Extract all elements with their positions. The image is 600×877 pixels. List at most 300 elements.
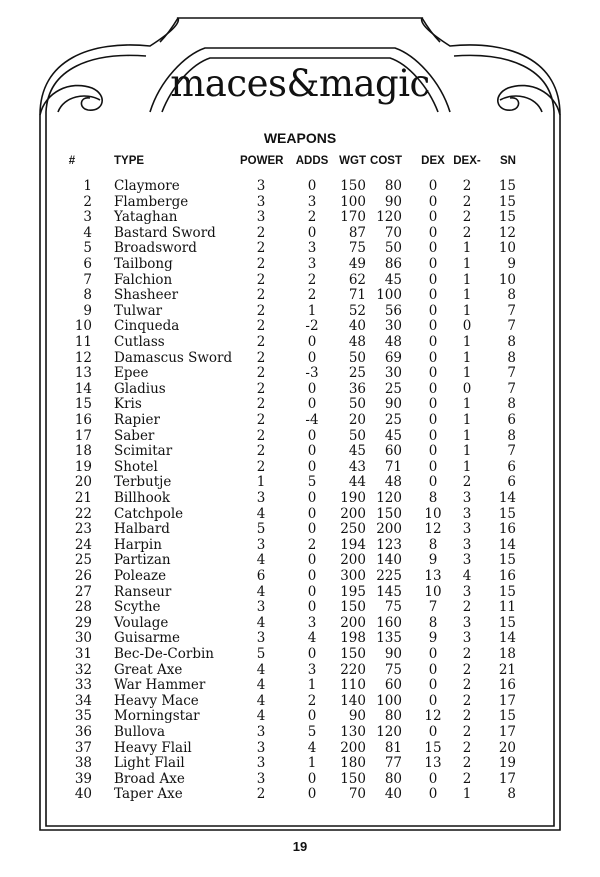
weapon-type-cell: Voulage	[114, 614, 169, 631]
dex-cell: 0	[428, 427, 438, 444]
cost-cell: 30	[384, 365, 402, 382]
table-row	[0, 256, 600, 272]
dex-cell: 0	[428, 224, 438, 241]
cost-cell: 71	[384, 458, 402, 475]
row-num-cell: 39	[74, 770, 92, 787]
dex-minus-cell: 2	[462, 708, 472, 725]
adds-cell: 0	[307, 349, 317, 366]
dex-minus-cell: 3	[462, 552, 472, 569]
adds-cell: 5	[307, 474, 317, 491]
row-num-cell: 11	[74, 334, 92, 350]
power-cell: 2	[256, 256, 266, 272]
row-num-cell: 9	[83, 302, 92, 319]
cost-cell: 80	[384, 178, 402, 194]
weapon-type-cell: Harpin	[114, 536, 162, 553]
adds-cell: 2	[307, 536, 317, 553]
cost-cell: 100	[376, 287, 402, 304]
sn-cell: 6	[507, 412, 516, 428]
weight-cell: 36	[348, 380, 366, 397]
cost-cell: 25	[384, 412, 402, 428]
dex-cell: 10	[424, 505, 442, 522]
power-cell: 3	[256, 755, 266, 772]
power-cell: 2	[256, 318, 266, 335]
dex-minus-cell: 2	[462, 755, 472, 772]
row-num-cell: 37	[74, 739, 92, 756]
cost-cell: 200	[376, 521, 402, 538]
cost-cell: 90	[384, 193, 402, 210]
table-row	[0, 490, 600, 506]
dex-minus-cell: 1	[462, 302, 472, 319]
adds-cell: 2	[307, 692, 317, 709]
weight-cell: 62	[348, 271, 366, 288]
power-cell: 4	[256, 583, 266, 600]
row-num-cell: 40	[74, 786, 92, 803]
dex-minus-cell: 3	[462, 630, 472, 647]
weight-cell: 45	[348, 443, 366, 460]
cost-cell: 90	[384, 396, 402, 413]
table-row	[0, 646, 600, 662]
adds-cell: 5	[307, 724, 317, 740]
dex-minus-cell: 3	[462, 521, 472, 538]
sn-cell: 16	[498, 677, 516, 694]
adds-cell: 1	[307, 755, 317, 772]
table-row	[0, 194, 600, 210]
adds-cell: 0	[307, 490, 317, 506]
row-num-cell: 24	[74, 536, 92, 553]
weapon-type-cell: Bullova	[114, 724, 166, 740]
dex-cell: 0	[428, 302, 438, 319]
section-title: WEAPONS	[263, 130, 337, 146]
weight-cell: 90	[348, 708, 366, 725]
sn-cell: 9	[507, 256, 516, 272]
weight-cell: 150	[340, 178, 366, 194]
dex-minus-cell: 2	[462, 739, 472, 756]
sn-cell: 8	[507, 396, 516, 413]
adds-cell: -2	[305, 318, 319, 335]
sn-cell: 15	[498, 505, 516, 522]
weapon-type-cell: Great Axe	[114, 661, 183, 678]
dex-minus-cell: 2	[462, 646, 472, 662]
weight-cell: 200	[340, 739, 366, 756]
cost-cell: 140	[376, 552, 402, 569]
row-num-cell: 2	[83, 193, 92, 210]
weight-cell: 150	[340, 770, 366, 787]
dex-minus-cell: 2	[462, 178, 472, 194]
adds-cell: 3	[307, 661, 317, 678]
table-row	[0, 506, 600, 522]
col-header-sn: SN	[500, 155, 516, 167]
weapon-type-cell: Bastard Sword	[114, 224, 216, 241]
weapon-type-cell: Scythe	[114, 599, 161, 616]
power-cell: 2	[256, 271, 266, 288]
table-row	[0, 615, 600, 631]
weight-cell: 195	[340, 583, 366, 600]
power-cell: 2	[256, 380, 266, 397]
sn-cell: 17	[498, 692, 516, 709]
dex-cell: 0	[428, 474, 438, 491]
dex-cell: 9	[428, 630, 438, 647]
table-row	[0, 334, 600, 350]
adds-cell: 1	[307, 677, 317, 694]
dex-cell: 0	[428, 209, 438, 226]
row-num-cell: 20	[74, 474, 92, 491]
sn-cell: 8	[507, 349, 516, 366]
dex-cell: 8	[428, 490, 438, 506]
row-num-cell: 31	[74, 646, 92, 662]
power-cell: 2	[256, 786, 266, 803]
cost-cell: 30	[384, 318, 402, 335]
adds-cell: 4	[307, 739, 317, 756]
dex-minus-cell: 0	[462, 380, 472, 397]
dex-minus-cell: 1	[462, 334, 472, 350]
dex-minus-cell: 2	[462, 474, 472, 491]
weapon-type-cell: Heavy Mace	[114, 692, 199, 709]
table-row	[0, 552, 600, 568]
sn-cell: 8	[507, 427, 516, 444]
weight-cell: 100	[340, 193, 366, 210]
cost-cell: 120	[376, 724, 402, 740]
row-num-cell: 27	[74, 583, 92, 600]
weight-cell: 250	[340, 521, 366, 538]
weapon-type-cell: Claymore	[114, 178, 180, 194]
dex-minus-cell: 1	[462, 349, 472, 366]
adds-cell: 0	[307, 224, 317, 241]
cost-cell: 75	[384, 599, 402, 616]
power-cell: 2	[256, 396, 266, 413]
cost-cell: 48	[384, 334, 402, 350]
sn-cell: 18	[498, 646, 516, 662]
weight-cell: 180	[340, 755, 366, 772]
table-row	[0, 225, 600, 241]
sn-cell: 20	[498, 739, 516, 756]
power-cell: 5	[256, 521, 266, 538]
dex-minus-cell: 1	[462, 458, 472, 475]
weapon-type-cell: Poleaze	[114, 568, 167, 584]
weapon-type-cell: Tailbong	[114, 256, 173, 272]
table-row	[0, 724, 600, 740]
cost-cell: 100	[376, 692, 402, 709]
col-header-dex-minus: DEX-	[453, 155, 481, 167]
weight-cell: 70	[348, 786, 366, 803]
adds-cell: 0	[307, 178, 317, 194]
table-row	[0, 771, 600, 787]
table-row	[0, 662, 600, 678]
cost-cell: 120	[376, 490, 402, 506]
dex-cell: 0	[428, 193, 438, 210]
weight-cell: 200	[340, 614, 366, 631]
dex-cell: 8	[428, 614, 438, 631]
power-cell: 2	[256, 240, 266, 257]
power-cell: 3	[256, 724, 266, 740]
table-row	[0, 303, 600, 319]
cost-cell: 77	[384, 755, 402, 772]
row-num-cell: 6	[83, 256, 92, 272]
weight-cell: 48	[348, 334, 366, 350]
weapon-type-cell: Broad Axe	[114, 770, 185, 787]
sn-cell: 10	[498, 271, 516, 288]
weapon-type-cell: Heavy Flail	[114, 739, 192, 756]
sn-cell: 8	[507, 287, 516, 304]
weapon-type-cell: Broadsword	[114, 240, 197, 257]
table-row	[0, 755, 600, 771]
adds-cell: 0	[307, 521, 317, 538]
power-cell: 3	[256, 739, 266, 756]
sn-cell: 14	[498, 630, 516, 647]
dex-minus-cell: 2	[462, 677, 472, 694]
dex-minus-cell: 3	[462, 505, 472, 522]
sn-cell: 17	[498, 724, 516, 740]
col-header-cost: COST	[370, 155, 402, 167]
row-num-cell: 14	[74, 380, 92, 397]
dex-minus-cell: 1	[462, 396, 472, 413]
adds-cell: 2	[307, 209, 317, 226]
col-header-dex: DEX	[421, 155, 445, 167]
dex-cell: 9	[428, 552, 438, 569]
row-num-cell: 15	[74, 396, 92, 413]
row-num-cell: 30	[74, 630, 92, 647]
weapon-type-cell: Taper Axe	[114, 786, 183, 803]
dex-minus-cell: 0	[462, 318, 472, 335]
cost-cell: 90	[384, 646, 402, 662]
dex-minus-cell: 2	[462, 599, 472, 616]
cost-cell: 80	[384, 770, 402, 787]
dex-minus-cell: 3	[462, 583, 472, 600]
cost-cell: 45	[384, 271, 402, 288]
power-cell: 5	[256, 646, 266, 662]
weapon-type-cell: Guisarme	[114, 630, 181, 647]
adds-cell: 0	[307, 708, 317, 725]
cost-cell: 86	[384, 256, 402, 272]
row-num-cell: 32	[74, 661, 92, 678]
weapon-type-cell: Kris	[114, 396, 142, 413]
sn-cell: 19	[498, 755, 516, 772]
sn-cell: 7	[507, 380, 516, 397]
table-row	[0, 740, 600, 756]
weapon-type-cell: Morningstar	[114, 708, 200, 725]
weight-cell: 200	[340, 552, 366, 569]
table-row	[0, 630, 600, 646]
weight-cell: 87	[348, 224, 366, 241]
cost-cell: 45	[384, 427, 402, 444]
row-num-cell: 36	[74, 724, 92, 740]
sn-cell: 15	[498, 178, 516, 194]
adds-cell: 3	[307, 614, 317, 631]
book-logo: maces&magic	[170, 62, 430, 105]
cost-cell: 145	[376, 583, 402, 600]
sn-cell: 7	[507, 302, 516, 319]
cost-cell: 48	[384, 474, 402, 491]
dex-cell: 12	[424, 521, 442, 538]
dex-cell: 0	[428, 240, 438, 257]
power-cell: 2	[256, 443, 266, 460]
power-cell: 6	[256, 568, 266, 584]
dex-cell: 0	[428, 396, 438, 413]
row-num-cell: 21	[74, 490, 92, 506]
power-cell: 4	[256, 708, 266, 725]
table-row	[0, 537, 600, 553]
table-row	[0, 272, 600, 288]
sn-cell: 7	[507, 443, 516, 460]
adds-cell: -4	[305, 412, 319, 428]
dex-cell: 0	[428, 412, 438, 428]
dex-minus-cell: 1	[462, 443, 472, 460]
power-cell: 2	[256, 412, 266, 428]
page-number: 19	[292, 839, 308, 854]
power-cell: 4	[256, 552, 266, 569]
power-cell: 2	[256, 287, 266, 304]
adds-cell: 0	[307, 396, 317, 413]
sn-cell: 14	[498, 490, 516, 506]
power-cell: 3	[256, 599, 266, 616]
weight-cell: 194	[340, 536, 366, 553]
sn-cell: 12	[498, 224, 516, 241]
power-cell: 2	[256, 224, 266, 241]
adds-cell: 3	[307, 193, 317, 210]
dex-minus-cell: 2	[462, 224, 472, 241]
cost-cell: 135	[376, 630, 402, 647]
sn-cell: 15	[498, 552, 516, 569]
dex-cell: 0	[428, 365, 438, 382]
cost-cell: 60	[384, 443, 402, 460]
adds-cell: 0	[307, 599, 317, 616]
row-num-cell: 17	[74, 427, 92, 444]
cost-cell: 56	[384, 302, 402, 319]
table-row	[0, 474, 600, 490]
weight-cell: 50	[348, 396, 366, 413]
dex-minus-cell: 1	[462, 271, 472, 288]
weight-cell: 300	[340, 568, 366, 584]
dex-cell: 0	[428, 318, 438, 335]
table-row	[0, 599, 600, 615]
dex-cell: 0	[428, 786, 438, 803]
dex-cell: 8	[428, 536, 438, 553]
weapon-type-cell: Shasheer	[114, 287, 179, 304]
weapon-type-cell: Flamberge	[114, 193, 189, 210]
sn-cell: 15	[498, 583, 516, 600]
power-cell: 4	[256, 505, 266, 522]
row-num-cell: 25	[74, 552, 92, 569]
weapon-type-cell: Gladius	[114, 380, 166, 397]
col-header-adds: ADDS	[295, 155, 329, 167]
row-num-cell: 26	[74, 568, 92, 584]
dex-minus-cell: 1	[462, 427, 472, 444]
adds-cell: 4	[307, 630, 317, 647]
dex-minus-cell: 3	[462, 536, 472, 553]
weapon-type-cell: Partizan	[114, 552, 171, 569]
adds-cell: 0	[307, 646, 317, 662]
weapon-type-cell: War Hammer	[114, 677, 206, 694]
row-num-cell: 23	[74, 521, 92, 538]
dex-cell: 0	[428, 724, 438, 740]
weight-cell: 190	[340, 490, 366, 506]
cost-cell: 81	[384, 739, 402, 756]
row-num-cell: 35	[74, 708, 92, 725]
weapon-type-cell: Billhook	[114, 490, 171, 506]
sn-cell: 6	[507, 458, 516, 475]
sn-cell: 15	[498, 708, 516, 725]
dex-cell: 0	[428, 646, 438, 662]
weapon-type-cell: Epee	[114, 365, 149, 382]
sn-cell: 15	[498, 209, 516, 226]
power-cell: 3	[256, 490, 266, 506]
power-cell: 3	[256, 630, 266, 647]
sn-cell: 21	[498, 661, 516, 678]
table-row	[0, 428, 600, 444]
weight-cell: 198	[340, 630, 366, 647]
dex-cell: 0	[428, 287, 438, 304]
row-num-cell: 22	[74, 505, 92, 522]
power-cell: 3	[256, 209, 266, 226]
dex-cell: 0	[428, 349, 438, 366]
power-cell: 4	[256, 614, 266, 631]
row-num-cell: 13	[74, 365, 92, 382]
adds-cell: 0	[307, 427, 317, 444]
sn-cell: 15	[498, 193, 516, 210]
row-num-cell: 12	[74, 349, 92, 366]
adds-cell: 1	[307, 302, 317, 319]
table-row	[0, 412, 600, 428]
dex-minus-cell: 1	[462, 240, 472, 257]
sn-cell: 14	[498, 536, 516, 553]
col-header-wgt: WGT	[339, 155, 366, 167]
cost-cell: 40	[384, 786, 402, 803]
adds-cell: -3	[305, 365, 319, 382]
row-num-cell: 38	[74, 755, 92, 772]
power-cell: 3	[256, 770, 266, 787]
adds-cell: 0	[307, 770, 317, 787]
power-cell: 3	[256, 193, 266, 210]
cost-cell: 123	[376, 536, 402, 553]
dex-minus-cell: 1	[462, 365, 472, 382]
adds-cell: 0	[307, 443, 317, 460]
dex-minus-cell: 1	[462, 412, 472, 428]
dex-cell: 0	[428, 677, 438, 694]
weight-cell: 44	[348, 474, 366, 491]
row-num-cell: 7	[83, 271, 92, 288]
dex-minus-cell: 4	[462, 568, 472, 584]
row-num-cell: 3	[83, 209, 92, 226]
weapon-type-cell: Damascus Sword	[114, 349, 233, 366]
weight-cell: 52	[348, 302, 366, 319]
table-row	[0, 521, 600, 537]
dex-cell: 10	[424, 583, 442, 600]
cost-cell: 120	[376, 209, 402, 226]
weight-cell: 200	[340, 505, 366, 522]
row-num-cell: 18	[74, 443, 92, 460]
table-row	[0, 677, 600, 693]
power-cell: 2	[256, 349, 266, 366]
adds-cell: 3	[307, 240, 317, 257]
weight-cell: 49	[348, 256, 366, 272]
power-cell: 4	[256, 677, 266, 694]
power-cell: 3	[256, 178, 266, 194]
weapon-type-cell: Cutlass	[114, 334, 165, 350]
dex-minus-cell: 2	[462, 692, 472, 709]
sn-cell: 10	[498, 240, 516, 257]
dex-cell: 0	[428, 692, 438, 709]
power-cell: 2	[256, 427, 266, 444]
weapon-type-cell: Shotel	[114, 458, 158, 475]
table-row	[0, 365, 600, 381]
adds-cell: 0	[307, 583, 317, 600]
power-cell: 4	[256, 692, 266, 709]
table-row	[0, 584, 600, 600]
weapon-type-cell: Halbard	[114, 521, 170, 538]
row-num-cell: 16	[74, 412, 92, 428]
row-num-cell: 10	[74, 318, 92, 335]
row-num-cell: 8	[83, 287, 92, 304]
power-cell: 2	[256, 334, 266, 350]
